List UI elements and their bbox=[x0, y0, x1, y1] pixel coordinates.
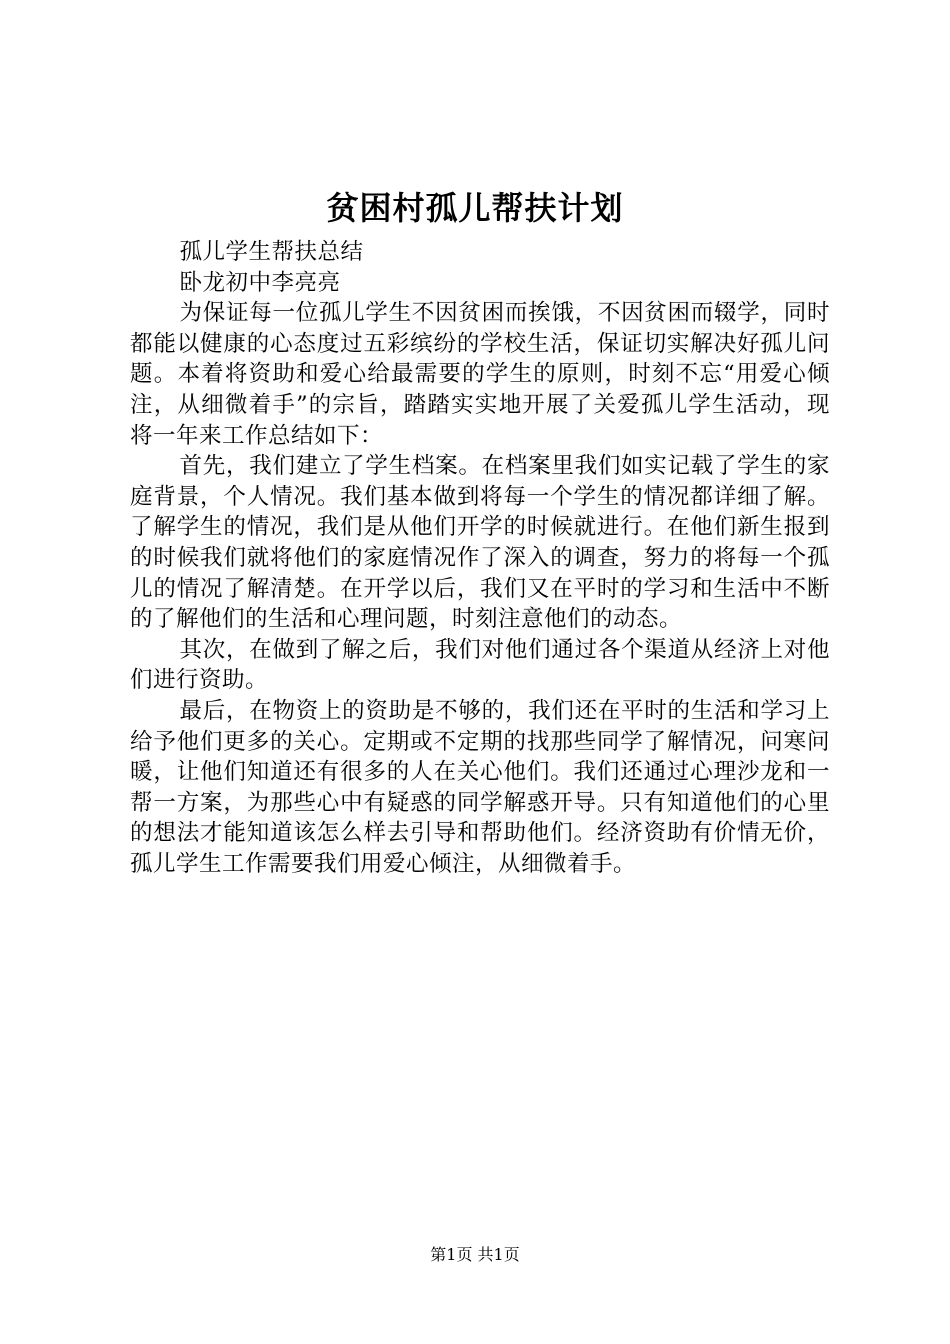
author-paragraph: 卧龙初中李亮亮 bbox=[179, 269, 341, 296]
document-body bbox=[130, 237, 830, 879]
final-point-paragraph: 最后，在物资上的资助是不够的，我们还在平时的生活和学习上给予他们更多的关心。定期或不定期的找那些同学了解情况，问寒问暖，让他们知道还有很多的人在关心他们。我们还通过心理沙龙和一帮一方案，为那些心中有疑惑的同学解惑开导。只有知道他们的心里的想法才能知道该怎么样去引导和帮助他们。经济资助有价情无价，孤儿学生工作需要我们用爱心倾注，从细微着手。 bbox=[130, 697, 830, 877]
second-point-paragraph: 其次，在做到了解之后，我们对他们通过各个渠道从经济上对他们进行资助。 bbox=[130, 636, 830, 694]
page-footer: 第1页 共1页 bbox=[430, 1245, 520, 1264]
first-point-paragraph: 首先，我们建立了学生档案。在档案里我们如实记载了学生的家庭背景，个人情况。我们基本做到将每一个学生的情况都详细了解。了解学生的情况，我们是从他们开学的时候就进行。在他们新生报到的时候我们就将他们的家庭情况作了深入的调查，努力的将每一个孤儿的情况了解清楚。在开学以后，我们又在平时的学习和生活中不断的了解他们的生活和心理问题，时刻注意他们的动态。 bbox=[130, 453, 830, 633]
intro-paragraph: 为保证每一位孤儿学生不因贫困而挨饿，不因贫困而辍学，同时都能以健康的心态度过五彩缤纷的学校生活，保证切实解决好孤儿问题。本着将资助和爱心给最需要的学生的原则，时刻不忘“用爱心倾注，从细微着手”的宗旨，踏踏实实地开展了关爱孤儿学生活动，现将一年来工作总结如下： bbox=[130, 300, 830, 449]
subtitle-paragraph: 孤儿学生帮扶总结 bbox=[179, 239, 364, 265]
document-title: 贫困村孤儿帮扶计划 bbox=[326, 189, 624, 227]
